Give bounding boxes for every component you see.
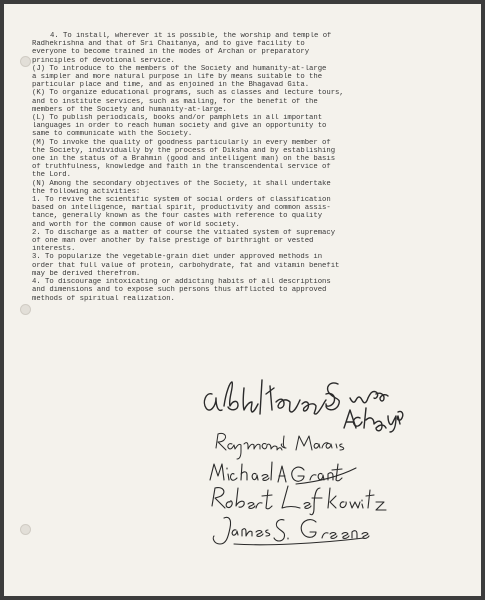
- signature-bhaktivedanta: [204, 380, 402, 432]
- signature-michael-grant: [210, 462, 356, 484]
- text-line: languages in order to reach human society and give an opportunity to: [32, 122, 327, 131]
- text-line: a simpler and more natural purpose in life by means suitable to the: [32, 73, 323, 82]
- text-line: the Society, individually by the process of Diksha and by establishing: [32, 146, 336, 155]
- text-line: (M) To invoke the quality of goodness particularly in every member of: [32, 138, 331, 147]
- text-line: 2. To discharge as a matter of course the vitiated system of supremacy: [32, 228, 336, 237]
- text-line: the following activities:: [32, 187, 141, 196]
- text-line: 4. To discourage intoxicating or addicting habits of all descriptions: [32, 278, 331, 287]
- text-line: everyone to become trained in the modes of Archan or preparatory: [32, 48, 310, 57]
- text-line: Radhekrishna and that of Sri Chaitanya, and to give facility to: [32, 40, 305, 49]
- text-line: methods of spiritual realization.: [32, 294, 175, 303]
- text-line: of one man over another by false prestige of birthright or vested: [32, 237, 314, 246]
- text-line: 3. To popularize the vegetable-grain diet under approved methods in: [32, 253, 323, 262]
- text-line: interests.: [32, 245, 76, 254]
- signature-raymond-marais: [216, 433, 344, 459]
- text-line: the Lord.: [32, 171, 71, 180]
- text-line: order that full value of protein, carbohydrate, fat and vitamin benefit: [32, 261, 340, 270]
- text-line: particular place and time, and as enjoined in the Bhagavad Gita.: [32, 81, 310, 90]
- text-line: members of the Society and humanity-at-large.: [32, 105, 227, 114]
- text-line: (N) Among the secondary objectives of the Society, it shall undertake: [32, 179, 331, 188]
- text-line: tance, generally known as the four castes with reference to quality: [32, 212, 323, 221]
- document-page: [4, 4, 481, 596]
- text-line: based on intelligence, martial spirit, productivity and common assis-: [32, 204, 331, 213]
- text-line: 4. To install, wherever it is possible, the worship and temple of: [50, 32, 332, 40]
- text-line: (L) To publish periodicals, books and/or pamphlets in all important: [32, 114, 323, 123]
- text-line: same to communicate with the Society.: [32, 130, 193, 139]
- text-line: and worth for the common cause of world society.: [32, 220, 240, 229]
- text-line: one in the status of a Brahmin (good and intelligent man) on the basis: [32, 155, 336, 164]
- signature-robert-lefkowitz: [212, 486, 386, 515]
- text-line: principles of devotional service.: [32, 56, 175, 65]
- text-line: may be derived therefrom.: [32, 269, 141, 278]
- text-line: 1. To revive the scientific system of social orders of classification: [32, 196, 331, 205]
- signature-james-greene: [213, 517, 369, 544]
- text-line: of truthfulness, knowledge and faith in the transcendental service of: [32, 163, 331, 172]
- text-line: (K) To organize educational programs, such as classes and lecture tours,: [32, 89, 344, 98]
- text-line: (J) To introduce to the members of the Society and humanity-at-large: [32, 64, 327, 73]
- signatures-area: [4, 4, 481, 596]
- text-line: and dimensions and to expose such persons thus afflicted to approved: [32, 286, 327, 295]
- text-line: and to institute services, such as mailing, for the benefit of the: [32, 97, 318, 106]
